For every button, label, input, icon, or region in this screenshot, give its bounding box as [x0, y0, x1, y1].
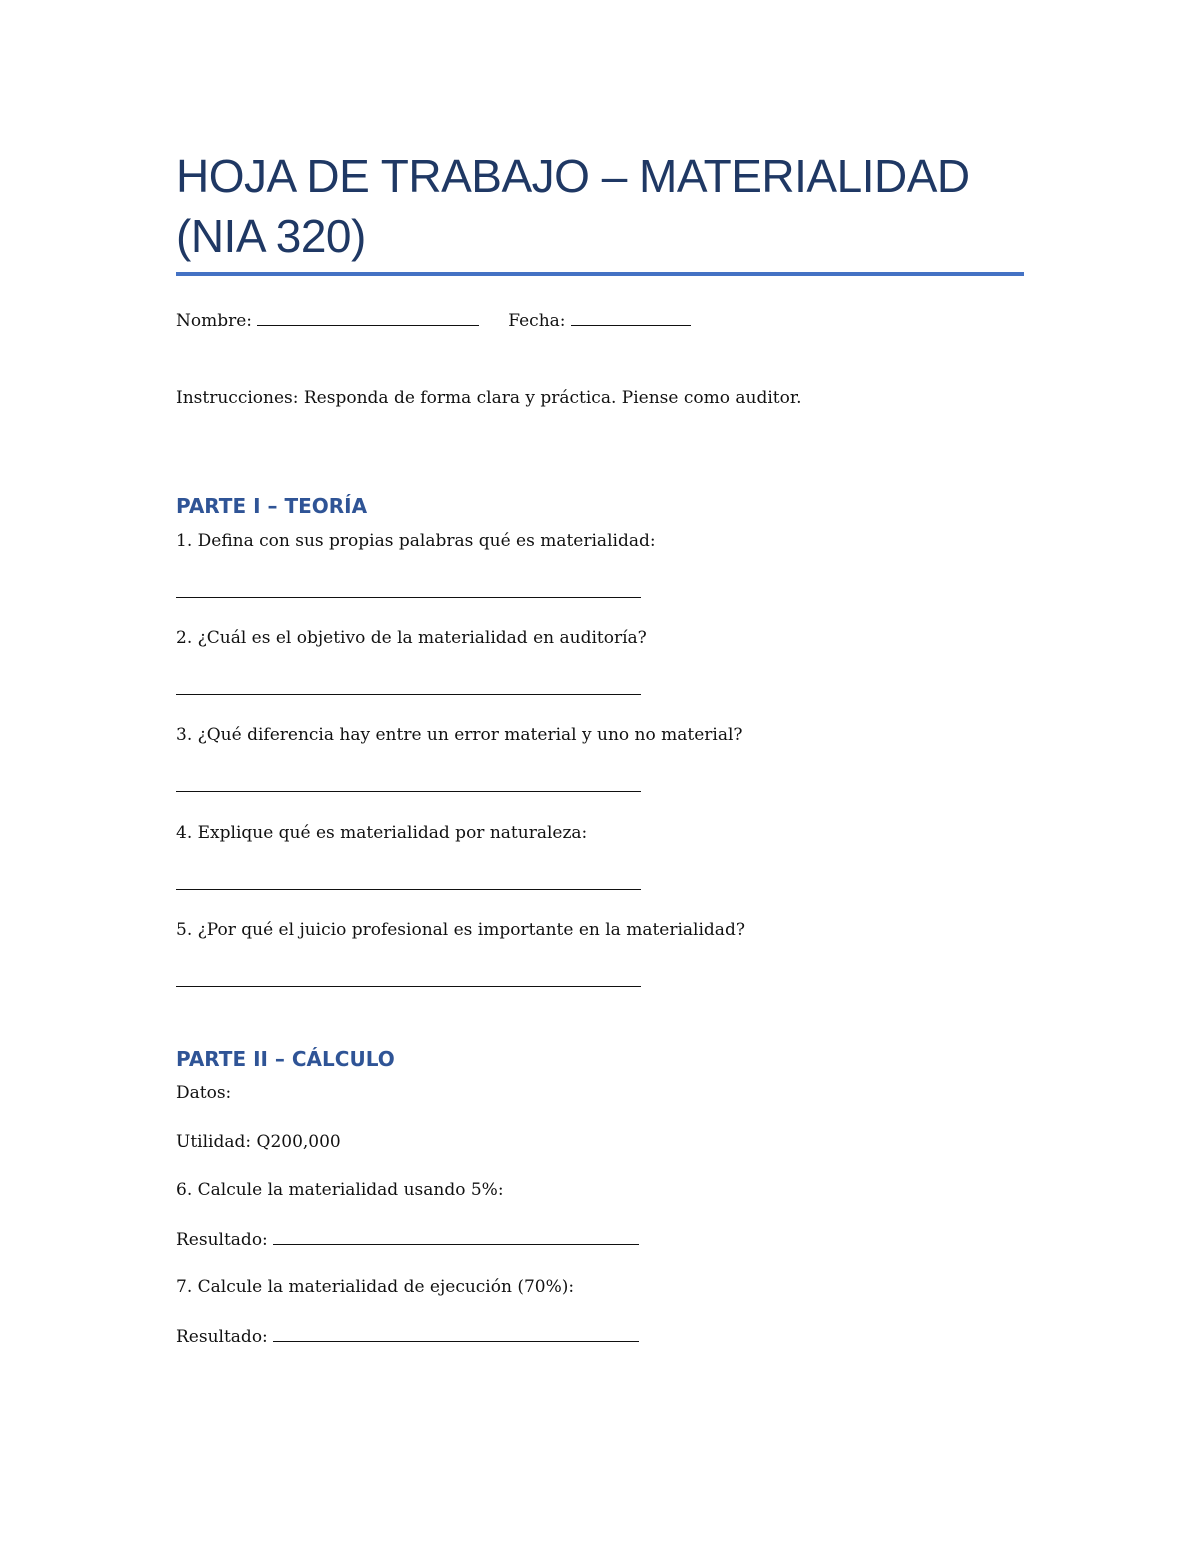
page-title [176, 146, 1024, 266]
question-7: 7. Calcule la materialidad de ejecución (70%): [176, 1277, 575, 1297]
title-line-1: HOJA DE TRABAJO – MATERIALIDAD [176, 150, 970, 202]
part2-heading: PARTE II – CÁLCULO [176, 1047, 395, 1071]
resultado-blank-7[interactable] [273, 1325, 639, 1342]
nombre-label: Nombre: [176, 311, 253, 331]
answer-line-3[interactable] [176, 791, 641, 792]
resultado-blank-6[interactable] [273, 1228, 639, 1245]
answer-line-4[interactable] [176, 889, 641, 890]
question-5: 5. ¿Por qué el juicio profesional es importante en la materialidad? [176, 920, 745, 940]
question-1: 1. Defina con sus propias palabras qué es materialidad: [176, 531, 656, 551]
resultado-label-7: Resultado: [176, 1327, 268, 1347]
resultado-label-6: Resultado: [176, 1230, 268, 1250]
nombre-blank[interactable] [257, 309, 479, 326]
question-6: 6. Calcule la materialidad usando 5%: [176, 1180, 504, 1200]
answer-line-2[interactable] [176, 694, 641, 695]
answer-line-1[interactable] [176, 597, 641, 598]
part1-heading: PARTE I – TEORÍA [176, 494, 368, 518]
fecha-blank[interactable] [571, 309, 691, 326]
name-date-row [176, 309, 691, 332]
question-4: 4. Explique qué es materialidad por naturaleza: [176, 823, 588, 843]
utilidad-value: Utilidad: Q200,000 [176, 1132, 341, 1152]
fecha-label: Fecha: [508, 311, 566, 331]
question-2: 2. ¿Cuál es el objetivo de la materialidad en auditoría? [176, 628, 647, 648]
title-underline [176, 272, 1024, 276]
answer-line-5[interactable] [176, 986, 641, 987]
question-3: 3. ¿Qué diferencia hay entre un error material y uno no material? [176, 725, 743, 745]
resultado-row-6 [176, 1228, 639, 1251]
title-line-2: (NIA 320) [176, 210, 366, 262]
instructions: Instrucciones: Responda de forma clara y práctica. Piense como auditor. [176, 388, 802, 408]
datos-label: Datos: [176, 1083, 232, 1103]
resultado-row-7 [176, 1325, 639, 1348]
